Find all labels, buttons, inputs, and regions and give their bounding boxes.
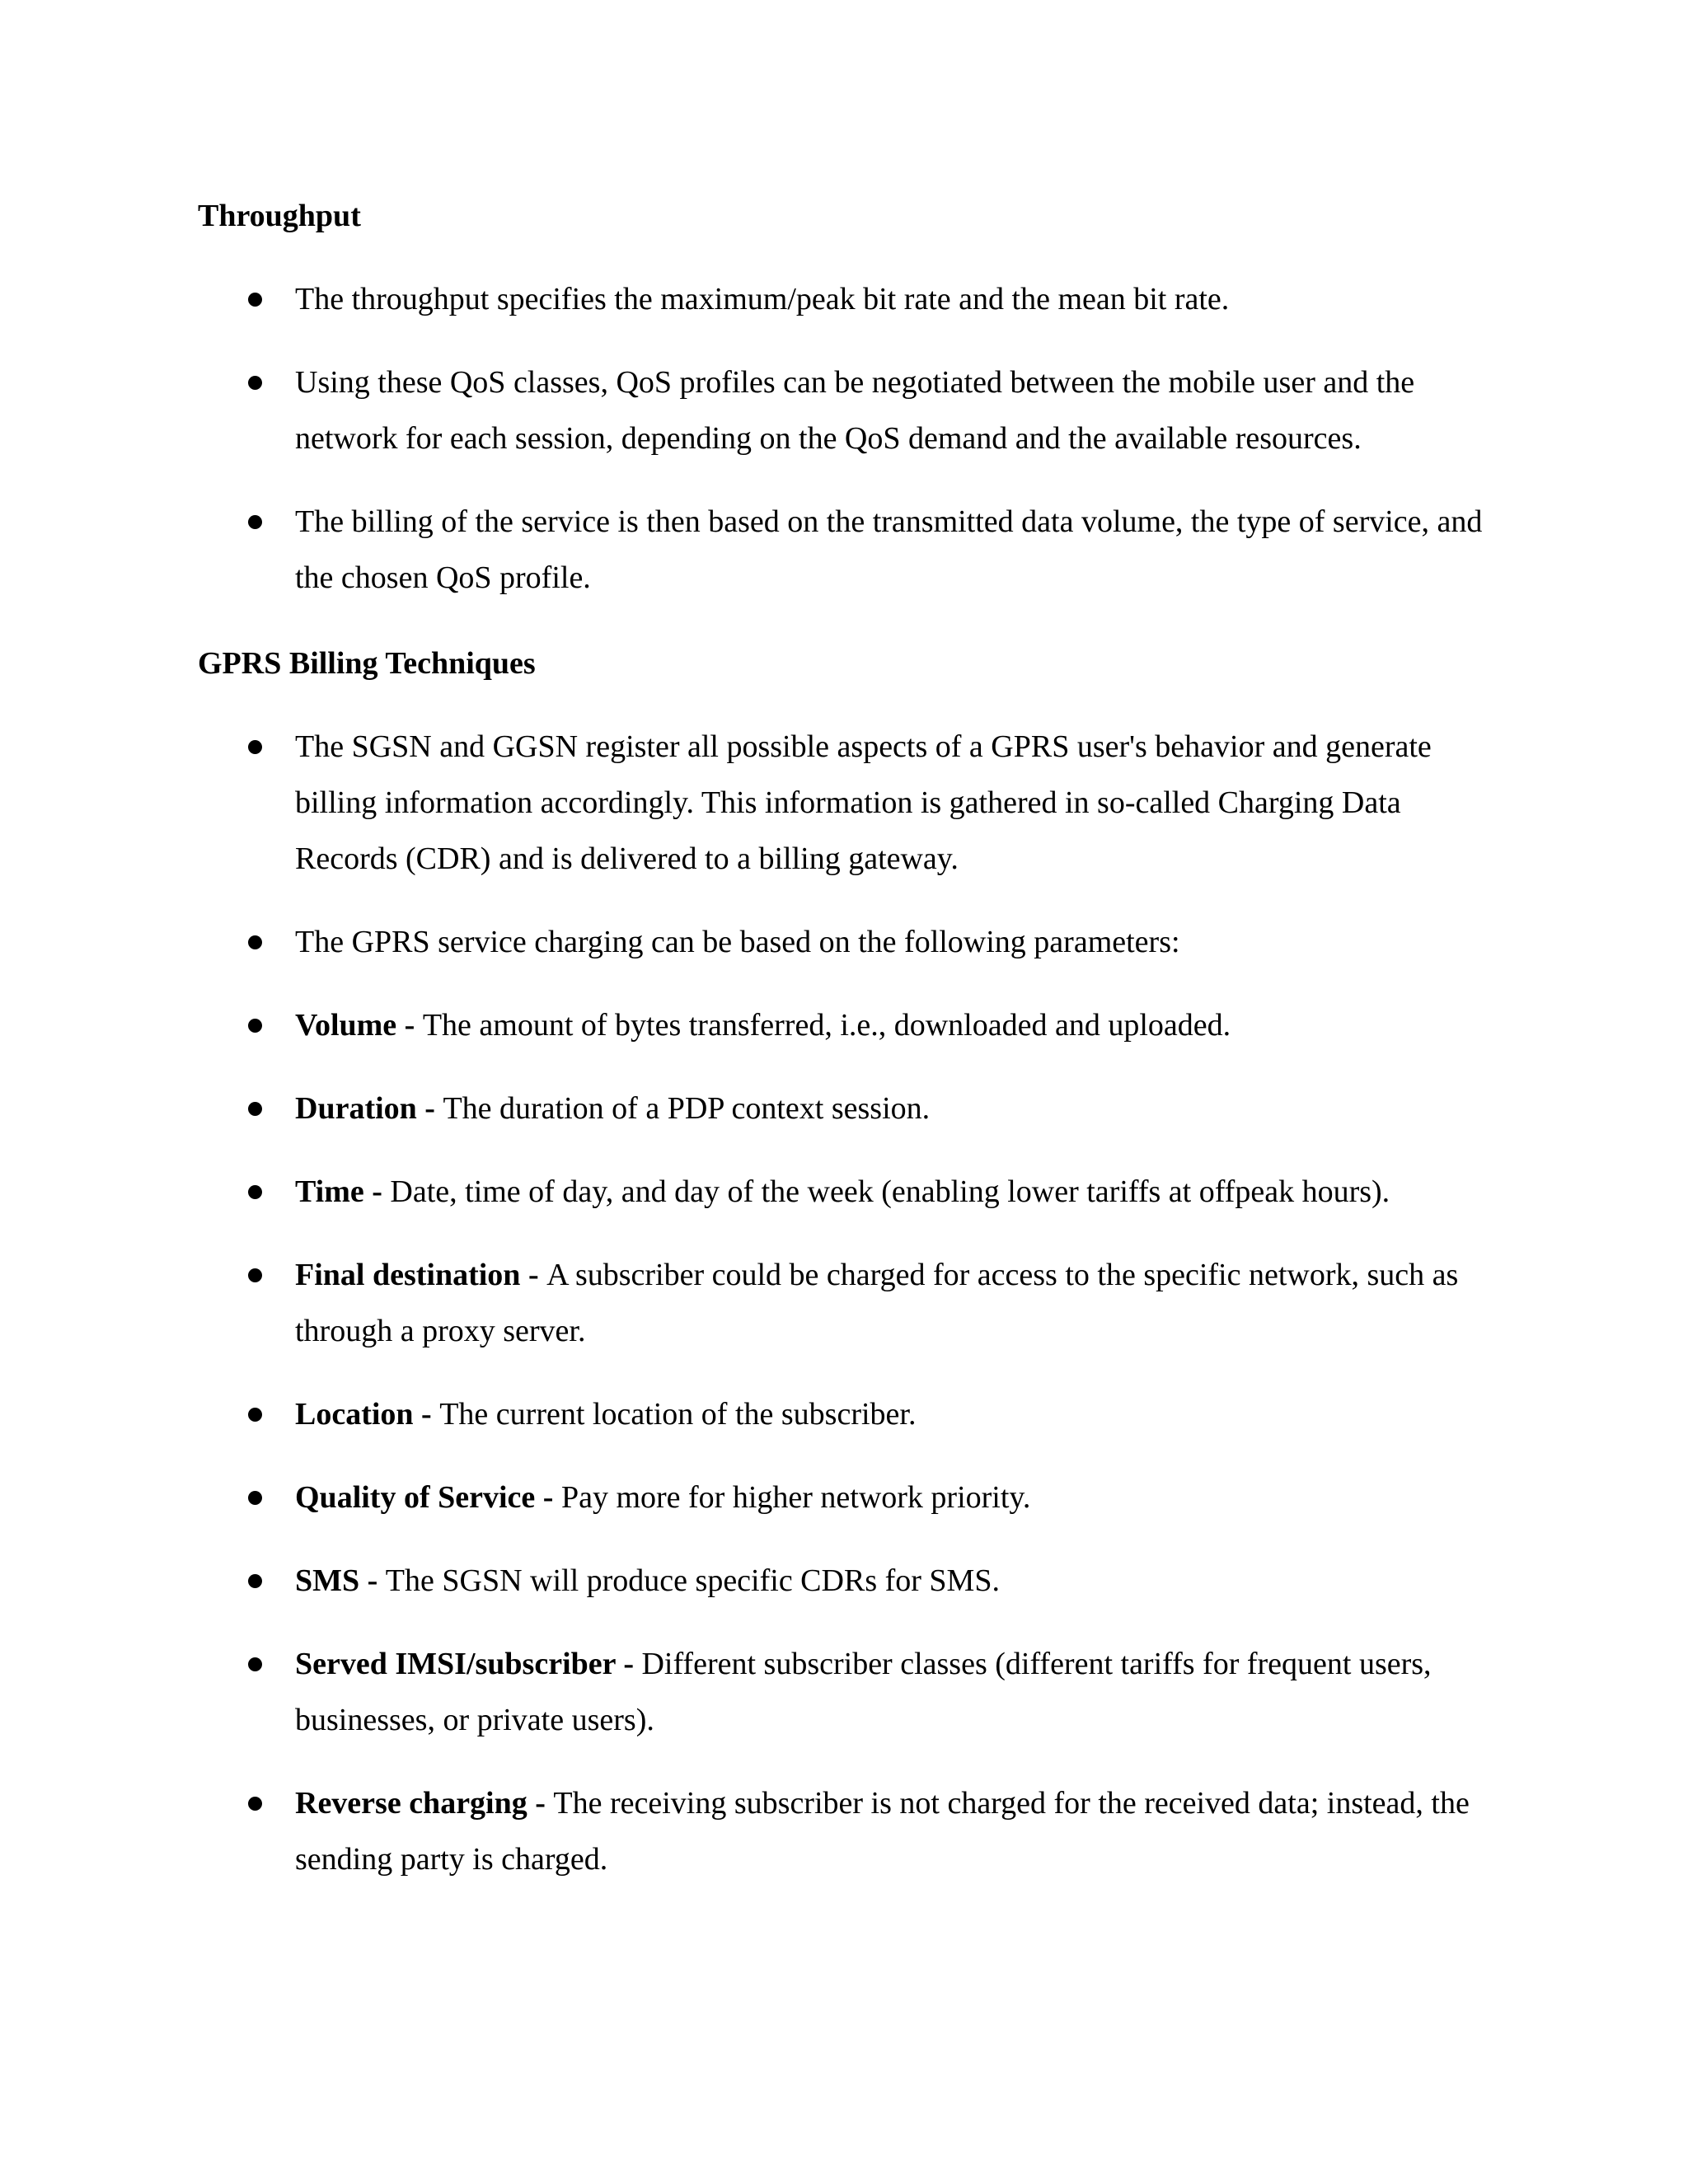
bullet-icon [248, 376, 262, 390]
bullet-icon [248, 1185, 262, 1199]
list-item-reverse-charging [0, 1775, 1498, 1887]
list-item-served-imsi [0, 1636, 1498, 1748]
list-item-text: The throughput specifies the maximum/peak bit rate and the mean bit rate. [295, 282, 1230, 316]
bullet-icon [248, 1102, 262, 1116]
list-item-duration [0, 1080, 1498, 1137]
parameter-description: The current location of the subscriber. [439, 1397, 917, 1432]
parameter-term: Volume - [295, 1008, 423, 1043]
parameter-description: The amount of bytes transferred, i.e., downloaded and uploaded. [422, 1008, 1231, 1043]
parameter-term: Duration - [295, 1091, 443, 1126]
parameter-description: Pay more for higher network priority. [560, 1480, 1031, 1515]
parameter-term: SMS - [295, 1563, 386, 1598]
parameter-term: Final destination - [295, 1258, 547, 1292]
parameter-term: Quality of Service - [295, 1480, 561, 1515]
list-item-text [295, 1164, 1498, 1220]
bullet-icon [248, 1657, 262, 1671]
list-item-text [295, 1553, 1498, 1609]
parameter-term: Reverse charging - [295, 1786, 554, 1821]
throughput-list [0, 271, 1498, 606]
parameter-description: The duration of a PDP context session. [443, 1091, 931, 1126]
list-item [0, 719, 1498, 887]
list-item-quality-of-service [0, 1469, 1498, 1526]
bullet-icon [248, 1491, 262, 1505]
list-item-text [295, 1247, 1498, 1359]
bullet-icon [248, 1574, 262, 1588]
list-item-volume [0, 997, 1498, 1053]
list-item-location [0, 1386, 1498, 1442]
list-item-sms [0, 1553, 1498, 1609]
bullet-icon [248, 740, 262, 754]
list-item-text: Using these QoS classes, QoS profiles can be negotiated between the mobile user and the network for each session, depending on the QoS demand and the available resources. [295, 365, 1415, 456]
bullet-icon [248, 1019, 262, 1033]
list-item-final-destination [0, 1247, 1498, 1359]
list-item-text [295, 1080, 1498, 1137]
list-item [0, 354, 1498, 466]
list-item-text [295, 1386, 1498, 1442]
list-item-text: The GPRS service charging can be based on the following parameters: [295, 925, 1180, 959]
list-item-time [0, 1164, 1498, 1220]
section-heading-gprs-billing: GPRS Billing Techniques [198, 646, 536, 681]
bullet-icon [248, 1797, 262, 1811]
bullet-icon [248, 515, 262, 529]
parameter-term: Time - [295, 1174, 391, 1209]
billing-list [0, 719, 1498, 1887]
list-item-text [295, 997, 1498, 1053]
parameter-term: Served IMSI/subscriber - [295, 1647, 642, 1681]
bullet-icon [248, 1408, 262, 1422]
list-item-text [295, 1636, 1498, 1748]
bullet-icon [248, 935, 262, 949]
list-item [0, 494, 1498, 606]
list-item [0, 271, 1498, 327]
parameter-description: Date, time of day, and day of the week (enabling lower tariffs at offpeak hours). [390, 1174, 1390, 1209]
parameter-description: Different subscriber classes (different tariffs for frequent users, businesses, or private users). [295, 1647, 1432, 1737]
list-item-text: The SGSN and GGSN register all possible aspects of a GPRS user's behavior and generate billing information accordingly. This information is gathered in so-called Charging Data Records (CDR) and is delivered to a billing gateway. [295, 729, 1432, 876]
parameter-term: Location - [295, 1397, 440, 1432]
parameter-description: The receiving subscriber is not charged for the received data; instead, the sending party is charged. [295, 1786, 1470, 1877]
section-heading-throughput: Throughput [198, 199, 361, 233]
list-item-text [295, 1775, 1498, 1887]
list-item [0, 914, 1498, 970]
list-item-text [295, 1469, 1498, 1526]
bullet-icon [248, 1268, 262, 1282]
list-item-text: The billing of the service is then based on the transmitted data volume, the type of service, and the chosen QoS profile. [295, 504, 1483, 595]
parameter-description: The SGSN will produce specific CDRs for SMS. [385, 1563, 1000, 1598]
parameter-description: A subscriber could be charged for access to the specific network, such as through a proxy server. [295, 1258, 1459, 1348]
bullet-icon [248, 293, 262, 307]
